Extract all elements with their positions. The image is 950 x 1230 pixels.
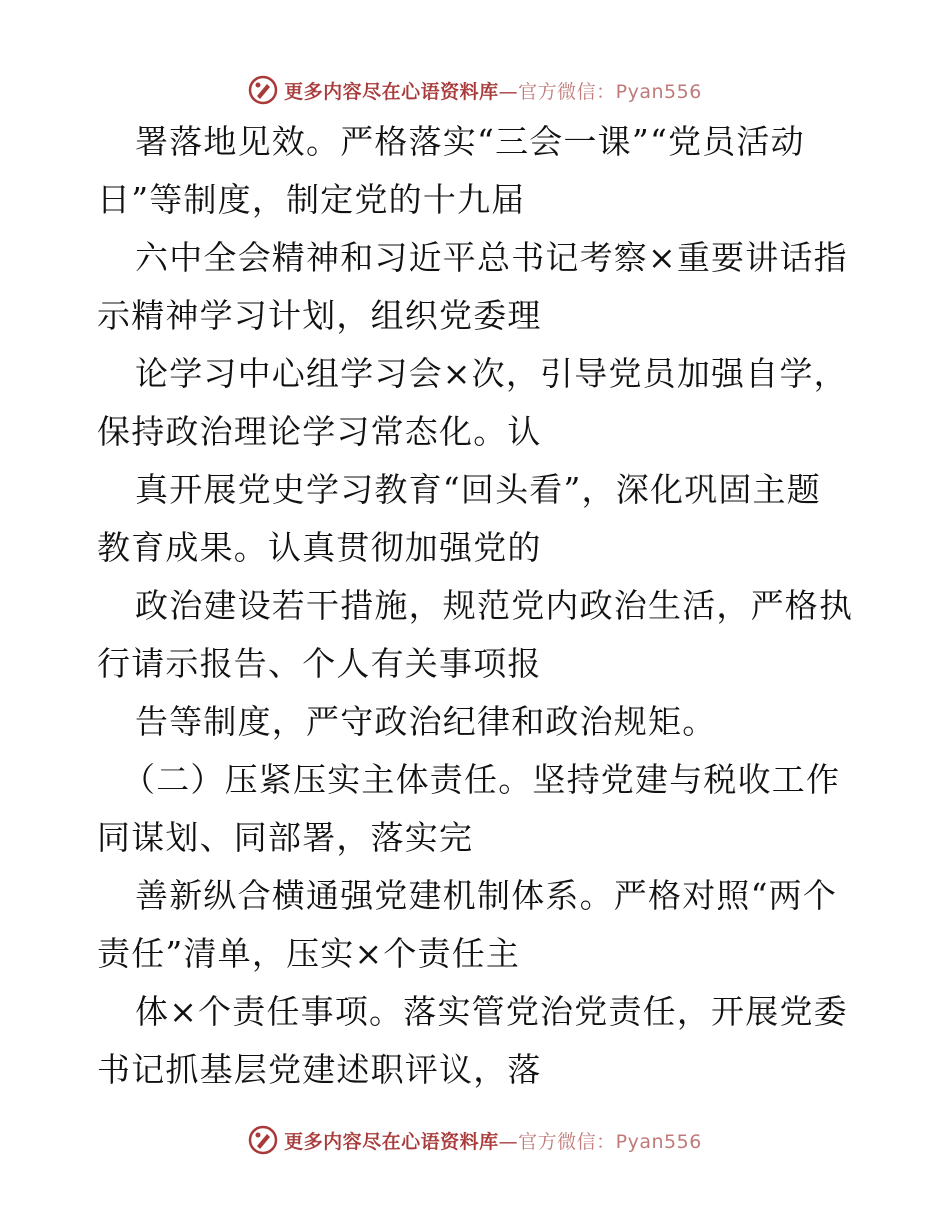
- body-line-8: 教育成果。认真贯彻加强党的: [97, 528, 542, 567]
- brand-logo-icon: [248, 1125, 278, 1155]
- body-line-7: 真开展党史学习教育“回头看”，深化巩固主题: [135, 470, 821, 509]
- banner-dash: —: [498, 80, 519, 103]
- body-line-11: 告等制度，严守政治纪律和政治规矩。: [135, 702, 717, 741]
- body-line-15: 责任”清单，压实×个责任主: [97, 934, 521, 973]
- body-line-17: 书记抓基层党建述职评议，落: [97, 1050, 542, 1089]
- banner-dash: —: [498, 1130, 519, 1153]
- body-line-16: 体×个责任事项。落实管党治党责任，开展党委: [135, 992, 848, 1031]
- brand-logo-icon: [248, 75, 278, 105]
- banner-title: 更多内容尽在心语资料库: [284, 80, 499, 103]
- header-watermark-banner: [0, 70, 950, 110]
- body-line-14: 善新纵合横通强党建机制体系。严格对照“两个: [135, 876, 838, 915]
- body-line-4: 示精神学习计划，组织党委理: [97, 296, 542, 335]
- body-line-13: 同谋划、同部署，落实完: [97, 818, 474, 857]
- banner-title: 更多内容尽在心语资料库: [284, 1130, 499, 1153]
- body-line-10: 行请示报告、个人有关事项报: [97, 644, 542, 683]
- banner-contact: 官方微信：Pyan556: [518, 80, 702, 103]
- body-line-12: （二）压紧压实主体责任。坚持党建与税收工作: [122, 760, 841, 799]
- footer-watermark-banner: [0, 1120, 950, 1160]
- body-line-9: 政治建设若干措施，规范党内政治生活，严格执: [135, 586, 854, 625]
- body-line-2: 日”等制度，制定党的十九届: [97, 180, 526, 219]
- body-line-1: 署落地见效。严格落实“三会一课”“党员活动: [135, 122, 805, 161]
- body-line-5: 论学习中心组学习会×次，引导党员加强自学，: [135, 354, 848, 393]
- banner-contact: 官方微信：Pyan556: [518, 1130, 702, 1153]
- body-line-3: 六中全会精神和习近平总书记考察×重要讲话指: [135, 238, 848, 277]
- body-line-6: 保持政治理论学习常态化。认: [97, 412, 542, 451]
